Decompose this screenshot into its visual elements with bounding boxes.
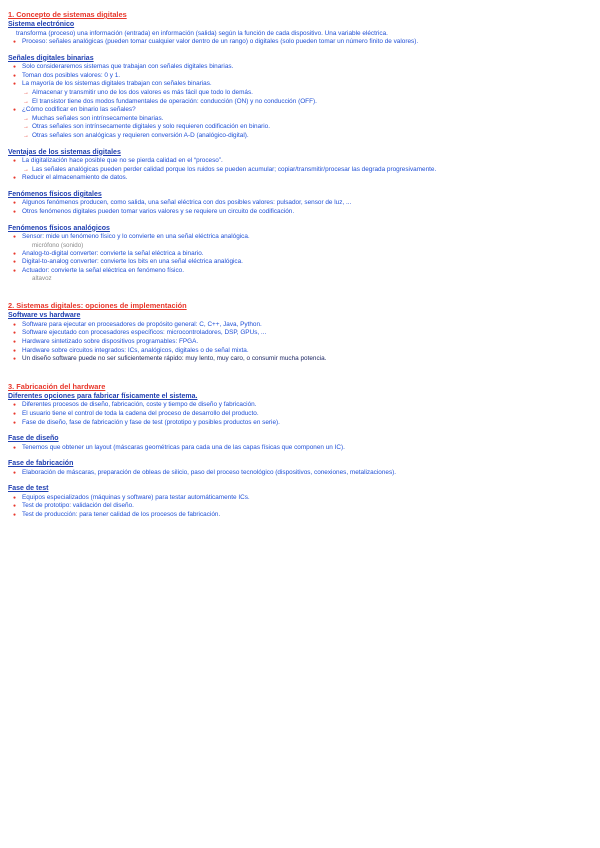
- subsection-title: Fase de fabricación: [8, 460, 74, 468]
- subsection: [8, 190, 592, 217]
- bullet-item: ● Fase de diseño, fase de fabricación y fase de test (prototipo y posibles productos en serie).: [22, 419, 592, 428]
- subsection-title: Fenómenos físicos digitales: [8, 190, 102, 198]
- section-title: 1. Concepto de sistemas digitales: [8, 10, 127, 19]
- example-note: altavoz: [32, 275, 52, 283]
- arrow-item: → El transistor tiene dos modos fundamentales de operación: conducción (ON) y no conducción (OFF).: [32, 98, 592, 107]
- subsection: [8, 311, 592, 363]
- subsection-title: Fenómenos físicos analógicos: [8, 224, 110, 232]
- bullet-item: ● Test de producción: para tener calidad de los procesos de fabricación.: [22, 511, 592, 520]
- bullet-item: ● Elaboración de máscaras, preparación de obleas de silicio, paso del proceso tecnológico (dispositivos, conexiones, metalizaciones).: [22, 469, 592, 478]
- bullet-list: [8, 38, 592, 47]
- bullet-item: ● ¿Cómo codificar en binario las señales?: [22, 106, 592, 115]
- subsection-title: Fase de test: [8, 485, 49, 493]
- subsection-title: Sistema electrónico: [8, 21, 75, 28]
- arrow-item: → Muchas señales son intrínsecamente binarias.: [32, 115, 592, 124]
- bullet-item: ● Diferentes procesos de diseño, fabricación, coste y tiempo de diseño y fabricación.: [22, 401, 592, 410]
- bullet-item: ● Software ejecutado con procesadores específicos: microcontroladores, DSP, GPUs, ...: [22, 329, 592, 338]
- subsection: [8, 148, 592, 183]
- arrow-item: → Otras señales son analógicas y requieren conversión A-D (analógico-digital).: [32, 132, 592, 141]
- subsection: [8, 484, 592, 519]
- subsection: [8, 224, 592, 284]
- bullet-item: ● Analog-to-digital converter: convierte la señal eléctrica a binario.: [22, 250, 592, 259]
- bullet-item: ● Actuador: convierte la señal eléctrica en fenómeno físico.: [22, 267, 592, 276]
- section-title: 2. Sistemas digitales: opciones de implementación: [8, 301, 187, 311]
- bullet-item: ● Software para ejecutar en procesadores de propósito general: C, C++, Java, Python.: [22, 321, 592, 330]
- bullet-list: [8, 444, 592, 453]
- section-gap: [8, 293, 592, 301]
- section-s2: [8, 301, 592, 363]
- bullet-item: ● Tenemos que obtener un layout (máscaras geométricas para cada una de las capas físicas que componen un IC).: [22, 444, 592, 453]
- bullet-item: ● Solo consideraremos sistemas que trabajan con señales digitales binarias.: [22, 63, 592, 72]
- subsection: [8, 392, 592, 427]
- section-s1: [8, 10, 592, 283]
- bullet-item: ● Sensor: mide un fenómeno físico y lo convierte en una señal eléctrica analógica.: [22, 233, 592, 242]
- arrow-item: → Otras señales son intrínsecamente digitales y solo requieren codificación en binario.: [32, 123, 592, 132]
- bullet-list: [8, 157, 592, 183]
- bullet-list: [8, 469, 592, 478]
- arrow-item: → Almacenar y transmitir uno de los dos valores es más fácil que todo lo demás.: [32, 89, 592, 98]
- bullet-list: [8, 63, 592, 140]
- bullet-item: ● Hardware sobre circuitos integrados: ICs, analógicos, digitales o de señal mixta.: [22, 347, 592, 356]
- section-title: 3. Fabricación del hardware: [8, 381, 106, 391]
- subsection-title: Ventajas de los sistemas digitales: [8, 148, 121, 156]
- bullet-item: ● Otros fenómenos digitales pueden tomar varios valores y se requiere un circuito de codificación.: [22, 208, 592, 217]
- bullet-item: ● Toman dos posibles valores: 0 y 1.: [22, 72, 592, 81]
- subsection-text: transforma (proceso) una información (entrada) en información (salida) según la función de cada dispositivo. Una variable eléctrica.: [16, 29, 388, 37]
- bullet-item: ● Reducir el almacenamiento de datos.: [22, 174, 592, 183]
- bullet-item: ● Un diseño software puede no ser suficientemente rápido: muy lento, muy caro, o consumir mucha potencia.: [22, 355, 592, 364]
- section-s3: [8, 382, 592, 520]
- bullet-list: [8, 494, 592, 520]
- bullet-item: ● La mayoría de los sistemas digitales trabajan con señales binarias.: [22, 80, 592, 89]
- section-gap: [8, 374, 592, 382]
- bullet-list: [8, 233, 592, 283]
- bullet-item: ● Proceso: señales analógicas (pueden tomar cualquier valor dentro de un rango) o digitales (solo pueden tomar un número finito de valores).: [22, 38, 592, 47]
- subsection: [8, 434, 592, 452]
- subsection-title: Software vs hardware: [8, 312, 81, 320]
- example-note: micrófono (sonido): [32, 241, 84, 249]
- subsection: [8, 20, 592, 47]
- bullet-item: ● Test de prototipo: validación del diseño.: [22, 502, 592, 511]
- arrow-item: → Las señales analógicas pueden perder calidad porque los ruidos se pueden acumular; copiar/transmitir/procesar las degrada progresivamente.: [32, 166, 592, 175]
- bullet-list: [8, 321, 592, 364]
- bullet-item: ● Equipos especializados (máquinas y software) para testar automáticamente ICs.: [22, 494, 592, 503]
- bullet-item: ● Algunos fenómenos producen, como salida, una señal eléctrica con dos posibles valores: pulsador, sensor de luz, ...: [22, 199, 592, 208]
- bullet-item: ● Digital-to-analog converter: convierte los bits en una señal eléctrica analógica.: [22, 258, 592, 267]
- subsection-title: Fase de diseño: [8, 435, 59, 443]
- subsection: [8, 459, 592, 477]
- subsection: [8, 54, 592, 141]
- bullet-list: [8, 199, 592, 216]
- subsection-title: Diferentes opciones para fabricar físicamente el sistema.: [8, 392, 198, 400]
- bullet-item: ● El usuario tiene el control de toda la cadena del proceso de desarrollo del producto.: [22, 410, 592, 419]
- bullet-item: ● La digitalización hace posible que no se pierda calidad en el “proceso”.: [22, 157, 592, 166]
- subsection-title: Señales digitales binarias: [8, 54, 94, 62]
- bullet-item: ● Hardware sintetizado sobre dispositivos programables: FPGA.: [22, 338, 592, 347]
- bullet-list: [8, 401, 592, 427]
